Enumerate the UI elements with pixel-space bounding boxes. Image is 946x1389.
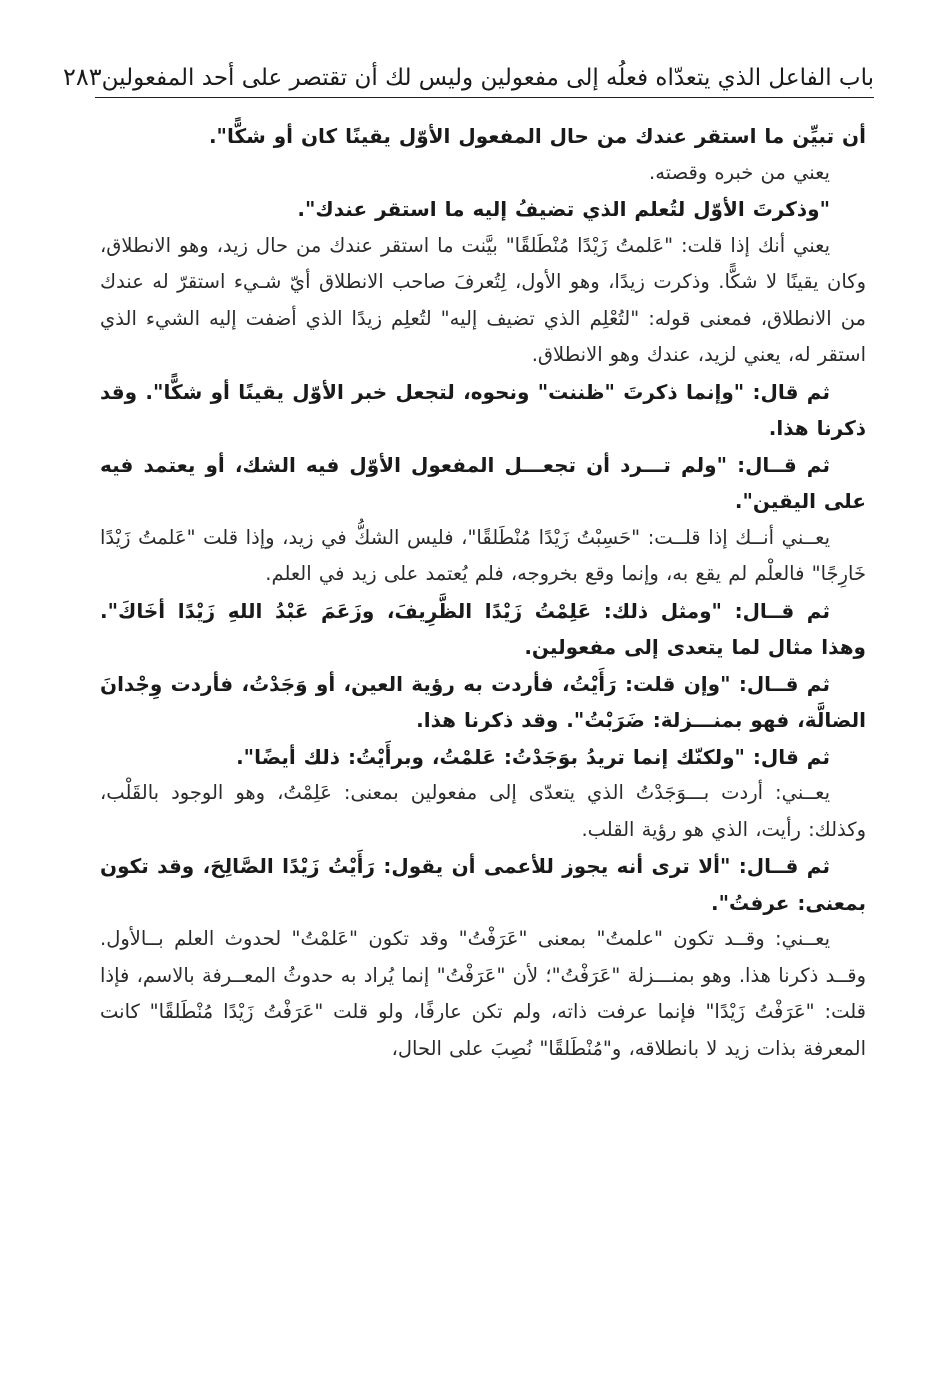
page-number: ٢٨٣ (63, 63, 102, 91)
paragraph: ثم قــال: "ومثل ذلك: عَلِمْتُ زَيْدًا الظَّرِيفَ، وزَعَمَ عَبْدُ اللهِ زَيْدًا أخَاكَ". وهذا مثال لما يتعدى إلى مفعولين. (100, 598, 866, 659)
paragraph: يعــني أنــك إذا قلــت: "حَسِبْتُ زَيْدًا مُنْطَلقًا"، فليس الشكُّ في زيد، وإذا قلت "عَلمتُ زَيْدًا خَارِجًا" فالعلْم لم يقع به، وإنما وقع بخروجه، فلم يُعتمد على زيد في العلم. (100, 525, 866, 585)
paragraph: ثم قــال: "وإن قلت: رَأَيْتُ، فأردت به رؤية العين، أو وَجَدْتُ، فأردت وِجْدانَ الضالَّة، فهو بمنـــزلة: ضَرَبْتُ". وقد ذكرنا هذا. (100, 671, 866, 732)
paragraph: يعني من خبره وقصته. (649, 160, 830, 184)
page-body (100, 118, 866, 1067)
paragraph: ثم قال: "ولكنّك إنما تريدُ بوَجَدْتُ: عَلمْتُ، وبرأَيْتُ: ذلك أيضًا". (236, 744, 830, 769)
paragraph: يعــني: أردت بـــوَجَدْتُ الذي يتعدّى إلى مفعولين بمعنى: عَلِمْتُ، وهو الوجود بالقَلْب، وكذلك: رأيت، الذي هو رؤية القلب. (100, 781, 866, 841)
paragraph: ثم قال: "وإنما ذكرتَ "ظننت" ونحوه، لتجعل خبر الأوّل يقينًا أو شكًّا". وقد ذكرنا هذا. (100, 379, 866, 440)
paragraph: ثم قــال: "ألا ترى أنه يجوز للأعمى أن يقول: رَأَيْتُ زَيْدًا الصَّالِحَ، وقد تكون بمعنى: عرفتُ". (100, 854, 866, 915)
running-header (63, 48, 874, 98)
paragraph: ثم قــال: "ولم تـــرد أن تجعـــل المفعول الأوّل فيه الشك، أو يعتمد فيه على اليقين". (100, 452, 866, 513)
paragraph: يعني أنك إذا قلت: "عَلمتُ زَيْدًا مُنْطَلقًا" بيَّنت ما استقر عندك من حال زيد، وهو الانطلاق، وكان يقينًا لا شكًّا. وذكرت زيدًا، وهو الأول، لِتُعرفَ صاحب الانطلاق أيّ شـيء استقرّ له عندك من الانطلاق، فمعنى قوله: "لتُعْلِم الذي تضيف إليه" لتُعلِم زيدًا الذي أضفت إليه الشيء الذي استقر له، يعني لزيد، عندك وهو الانطلاق. (100, 233, 866, 366)
chapter-title: باب الفاعل الذي يتعدّاه فعلُه إلى مفعولين وليس لك أن تقتصر على أحد المفعولين (101, 65, 874, 91)
paragraph: أن تبيِّن ما استقر عندك من حال المفعول الأوّل يقينًا كان أو شكًّا". (208, 124, 866, 148)
paragraph: يعــني: وقــد تكون "علمتُ" بمعنى "عَرَفْتُ" وقد تكون "عَلمْتُ" لحدوث العلم بــالأول. وقــد ذكرنا هذا. وهو بمنـــزلة "عَرَفْتُ"؛ لأن "عَرَفْتُ" إنما يُراد به حدوثُ المعــرفة بالاسم، فإذا قلت: "عَرَفْتُ زَيْدًا" فإنما عرفت ذاته، ولم تكن عارفًا، ولو قلت "عَرَفْتُ زَيْدًا مُنْطَلقًا" كانت المعرفة بذات زيد لا بانطلاقه، و"مُنْطَلقًا" نُصِبَ على الحال، (100, 927, 866, 1060)
paragraph: "وذكرتَ الأوّل لتُعلم الذي تضيفُ إليه ما استقر عندك". (297, 197, 830, 221)
